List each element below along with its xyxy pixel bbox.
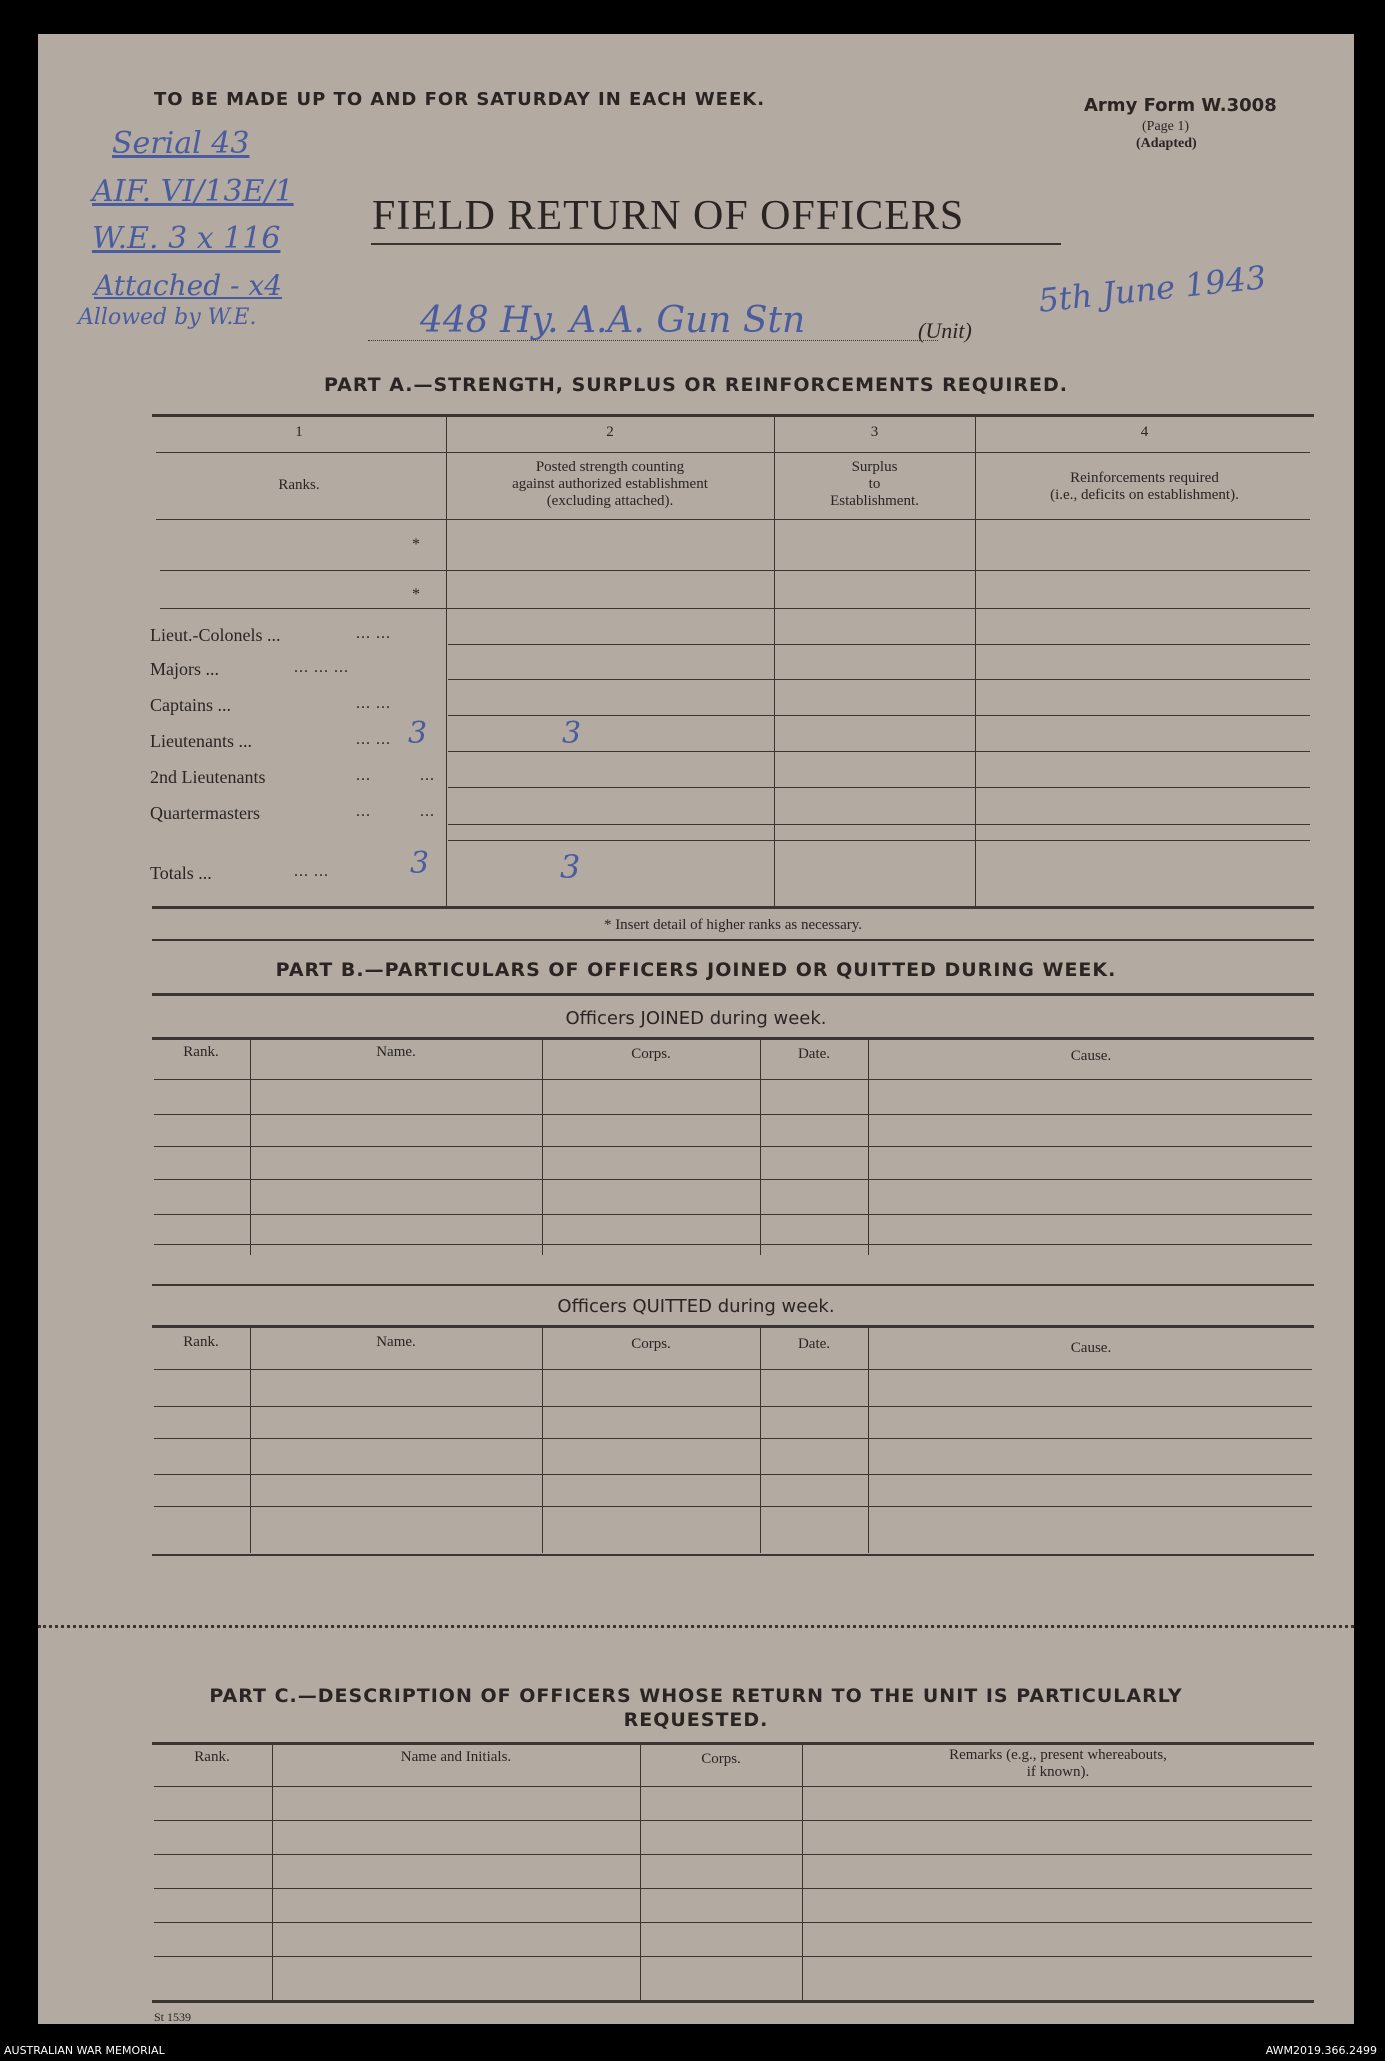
handwritten-allowed: Allowed by W.E.	[78, 305, 257, 330]
part-a-row-rule	[448, 644, 1310, 645]
form-title: FIELD RETURN OF OFFICERS	[372, 193, 965, 239]
part-c-row-rule	[154, 1922, 1312, 1923]
part-c-title-line1: PART C.—DESCRIPTION OF OFFICERS WHOSE RETURN TO THE UNIT IS PARTICULARLY	[209, 1685, 1183, 1707]
quitted-header-rank: Rank.	[183, 1334, 219, 1350]
quitted-header-corps: Corps.	[631, 1336, 671, 1352]
handwritten-aif-ref: AIF. VI/13E/1	[92, 174, 294, 209]
rank-totals: Totals ...	[150, 863, 212, 883]
form-number: Army Form W.3008	[1084, 95, 1277, 116]
joined-header-rank: Rank.	[183, 1044, 219, 1060]
part-a-colnum-rule	[156, 452, 1310, 453]
handwritten-attached: Attached - x4	[94, 269, 283, 302]
rank-dots: ... ...	[356, 731, 391, 748]
part-b-title: PART B.—PARTICULARS OF OFFICERS JOINED OR QUITTED DURING WEEK.	[275, 959, 1117, 981]
joined-header-corps: Corps.	[631, 1046, 671, 1062]
rank-captains: Captains ...	[150, 695, 231, 715]
quitted-col-divider	[542, 1327, 543, 1553]
part-c-row-rule	[154, 1888, 1312, 1889]
part-a-footnote: * Insert detail of higher ranks as necessary.	[603, 917, 863, 933]
part-a-bottom-rule	[152, 906, 1314, 909]
joined-row-rule	[154, 1179, 1312, 1180]
quitted-header-name: Name.	[376, 1334, 416, 1350]
joined-bottom-rule	[152, 1284, 1314, 1286]
handwritten-serial: Serial 43	[112, 126, 250, 161]
rank-dots: ... ...	[294, 863, 329, 880]
joined-row-rule	[154, 1214, 1312, 1215]
part-a-colnum-4: 4	[1140, 424, 1149, 440]
part-c-row-rule	[154, 1820, 1312, 1821]
part-a-header-col3-line1: Surplus	[851, 459, 898, 475]
quitted-row-rule	[154, 1474, 1312, 1475]
part-c-header-name: Name and Initials.	[400, 1749, 512, 1765]
part-a-row-rule	[448, 679, 1310, 680]
part-a-header-col2-line3: (excluding attached).	[546, 493, 674, 509]
unit-dotted-line	[368, 340, 938, 341]
adapted-note: (Adapted)	[1136, 136, 1197, 151]
part-a-colnum-3: 3	[870, 424, 879, 440]
quitted-row-rule	[154, 1438, 1312, 1439]
quitted-col-divider	[760, 1327, 761, 1553]
footer-archive: AUSTRALIAN WAR MEMORIAL	[4, 2044, 165, 2057]
part-c-top-rule	[152, 1742, 1314, 1745]
part-a-colnum-1: 1	[295, 424, 303, 440]
part-a-top-rule	[152, 414, 1314, 417]
part-a-header-col4-line2: (i.e., deficits on establishment).	[1050, 487, 1239, 503]
part-a-header-col4-line1: Reinforcements required	[1070, 470, 1219, 486]
joined-col-divider	[868, 1039, 869, 1255]
part-a-header-col3-line3: Establishment.	[830, 493, 919, 509]
totals-posted-value: 3	[560, 848, 581, 886]
rank-dots: ...	[356, 803, 371, 820]
part-a-totals-rule	[448, 840, 1310, 841]
part-c-bottom-rule	[152, 2000, 1314, 2003]
part-a-row-rule	[160, 608, 1310, 609]
quitted-top-rule	[152, 1325, 1314, 1328]
unit-label: (Unit)	[918, 318, 972, 343]
part-a-row-rule	[448, 787, 1310, 788]
rank-2nd-lieutenants: 2nd Lieutenants	[150, 767, 266, 787]
part-c-header-rule	[154, 1786, 1312, 1787]
part-a-header-col3-line2: to	[868, 476, 881, 492]
page-note: (Page 1)	[1142, 119, 1190, 134]
joined-header-rule	[154, 1079, 1312, 1080]
joined-col-divider	[760, 1039, 761, 1255]
joined-row-rule	[154, 1146, 1312, 1147]
joined-row-rule	[154, 1244, 1312, 1245]
lieutenants-posted-value: 3	[562, 716, 582, 751]
part-c-col-divider	[640, 1744, 641, 2000]
rank-dots: ... ... ...	[294, 659, 349, 676]
part-c-col-divider	[272, 1744, 273, 2000]
quitted-col-divider	[250, 1327, 251, 1553]
title-underline	[371, 243, 1061, 245]
joined-row-rule	[154, 1114, 1312, 1115]
part-a-header-ranks: Ranks.	[278, 477, 320, 493]
joined-col-divider	[250, 1039, 251, 1255]
quitted-row-rule	[154, 1406, 1312, 1407]
footer-accession: AWM2019.366.2499	[1265, 2044, 1377, 2057]
part-c-header-remarks-line2: if known).	[1026, 1764, 1090, 1780]
instruction-text: TO BE MADE UP TO AND FOR SATURDAY IN EACH WEEK.	[154, 89, 766, 110]
part-a-colnum-2: 2	[606, 424, 614, 440]
quitted-header-cause: Cause.	[1070, 1340, 1112, 1356]
rank-dots: ...	[420, 803, 435, 820]
joined-subtitle: Officers JOINED during week.	[565, 1008, 827, 1029]
handwritten-unit: 448 Hy. A.A. Gun Stn	[420, 300, 806, 341]
part-c-header-remarks-line1: Remarks (e.g., present whereabouts,	[949, 1747, 1167, 1763]
part-c-row-rule	[154, 1956, 1312, 1957]
part-a-header-rule	[156, 519, 1310, 520]
part-c-col-divider	[802, 1744, 803, 2000]
print-code: St 1539	[154, 2010, 192, 2024]
quitted-subtitle: Officers QUITTED during week.	[557, 1296, 835, 1317]
quitted-header-rule	[154, 1369, 1312, 1370]
part-a-header-col2-line2: against authorized establishment	[512, 476, 708, 492]
perforation-line	[38, 1625, 1354, 1628]
rank-quartermasters: Quartermasters	[150, 803, 260, 823]
rank-dots: ... ...	[356, 695, 391, 712]
part-a-end-rule	[152, 939, 1314, 941]
part-c-title-line2: REQUESTED.	[623, 1709, 769, 1731]
part-a-header-col2-line1: Posted strength counting	[535, 459, 685, 475]
rank-dots: ...	[356, 767, 371, 784]
quitted-col-divider	[868, 1327, 869, 1553]
rank-lieut-colonels: Lieut.-Colonels ...	[150, 625, 281, 645]
handwritten-we: W.E. 3 x 116	[92, 221, 281, 256]
joined-header-name: Name.	[376, 1044, 416, 1060]
handwritten-date: 5th June 1943	[1036, 258, 1268, 320]
part-a-title: PART A.—STRENGTH, SURPLUS OR REINFORCEMENTS REQUIRED.	[323, 374, 1068, 396]
joined-header-date: Date.	[797, 1046, 831, 1062]
totals-ranks-value: 3	[410, 846, 430, 881]
rank-lieutenants: Lieutenants ...	[150, 731, 252, 751]
part-a-asterisk-1: *	[412, 536, 420, 553]
quitted-bottom-rule	[152, 1554, 1314, 1556]
part-a-row-rule	[160, 570, 1310, 571]
rank-majors: Majors ...	[150, 659, 219, 679]
part-c-header-corps: Corps.	[701, 1751, 741, 1767]
quitted-row-rule	[154, 1506, 1312, 1507]
joined-header-cause: Cause.	[1070, 1048, 1112, 1064]
rank-dots: ... ...	[356, 625, 391, 642]
joined-col-divider	[542, 1039, 543, 1255]
lieutenants-ranks-value: 3	[408, 716, 428, 751]
part-c-row-rule	[154, 1854, 1312, 1855]
quitted-header-date: Date.	[797, 1336, 831, 1352]
part-b-top-rule	[152, 993, 1314, 996]
part-a-row-rule	[448, 751, 1310, 752]
rank-dots: ...	[420, 767, 435, 784]
part-a-row-rule	[448, 824, 1310, 825]
form-sheet	[38, 34, 1354, 2024]
part-a-asterisk-2: *	[412, 586, 420, 603]
part-c-header-rank: Rank.	[194, 1749, 230, 1765]
joined-top-rule	[152, 1037, 1314, 1040]
